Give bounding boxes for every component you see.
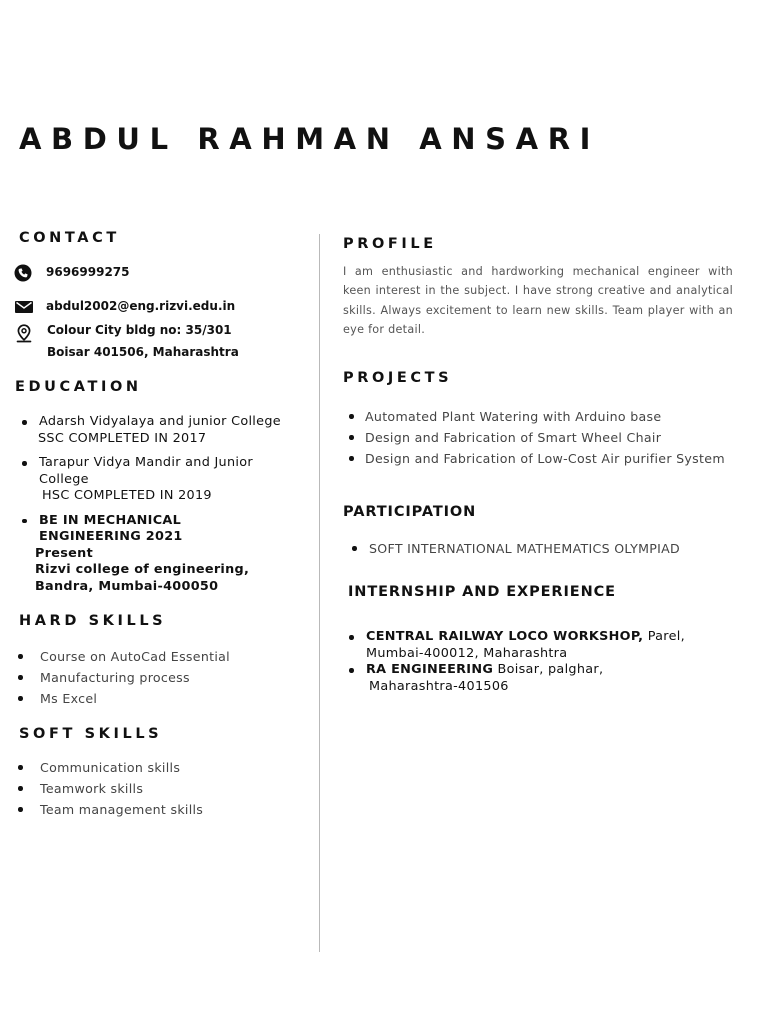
list-item bbox=[18, 778, 203, 799]
company-location: Boisar, palghar, bbox=[497, 662, 604, 677]
education-status: Present bbox=[35, 545, 93, 561]
list-item bbox=[349, 662, 709, 695]
internship-list bbox=[349, 629, 709, 695]
education-status: SSC COMPLETED IN 2017 bbox=[38, 430, 207, 446]
list-item bbox=[349, 448, 725, 469]
college-name: Rizvi college of engineering, Bandra, Mumbai-400050 bbox=[35, 562, 250, 594]
list-item bbox=[352, 538, 680, 559]
bullet bbox=[18, 807, 23, 812]
contact-heading: CONTACT bbox=[19, 230, 120, 246]
bullet bbox=[18, 696, 23, 701]
profile-heading: PROFILE bbox=[343, 236, 437, 252]
school-name: Tarapur Vidya Mandir and Junior College bbox=[39, 455, 253, 487]
company-location-2: Maharashtra-401506 bbox=[369, 678, 509, 694]
list-item bbox=[18, 799, 203, 820]
phone-icon bbox=[14, 264, 32, 282]
bullet bbox=[18, 654, 23, 659]
participation-text: SOFT INTERNATIONAL MATHEMATICS OLYMPIAD bbox=[369, 541, 681, 556]
location-pin-icon bbox=[15, 324, 33, 344]
education-item bbox=[22, 513, 310, 596]
address-line-1: Colour City bldg no: 35/301 bbox=[47, 323, 232, 337]
skill-text: Ms Excel bbox=[40, 691, 98, 706]
bullet bbox=[349, 414, 354, 419]
projects-list bbox=[349, 406, 725, 469]
list-item bbox=[349, 406, 725, 427]
list-item bbox=[18, 757, 203, 778]
list-item bbox=[349, 427, 725, 448]
soft-skills-heading: SOFT SKILLS bbox=[19, 726, 163, 742]
bullet bbox=[18, 786, 23, 791]
education-item bbox=[22, 414, 310, 447]
education-status: HSC COMPLETED IN 2019 bbox=[42, 488, 212, 503]
candidate-name: ABDUL RAHMAN ANSARI bbox=[19, 122, 601, 156]
list-item bbox=[18, 667, 230, 688]
internship-heading: INTERNSHIP AND EXPERIENCE bbox=[348, 584, 616, 600]
bullet bbox=[22, 461, 27, 466]
education-item bbox=[22, 455, 310, 505]
bullet bbox=[22, 519, 27, 524]
bullet bbox=[18, 675, 23, 680]
skill-text: Manufacturing process bbox=[40, 670, 190, 685]
envelope-icon bbox=[15, 301, 33, 313]
participation-heading: PARTICIPATION bbox=[343, 504, 477, 520]
bullet bbox=[349, 668, 354, 673]
skill-text: Teamwork skills bbox=[40, 781, 144, 796]
bullet bbox=[349, 456, 354, 461]
bullet bbox=[352, 546, 357, 551]
list-item bbox=[349, 629, 709, 662]
soft-skills-list bbox=[18, 757, 203, 820]
company-name: CENTRAL RAILWAY LOCO WORKSHOP, bbox=[366, 629, 644, 644]
project-text: Design and Fabrication of Smart Wheel Chair bbox=[365, 430, 662, 445]
email-address: abdul2002@eng.rizvi.edu.in bbox=[46, 299, 236, 313]
bullet bbox=[18, 765, 23, 770]
school-name: Adarsh Vidyalaya and junior College bbox=[39, 414, 281, 429]
internship-line bbox=[366, 629, 709, 646]
degree-name: BE IN MECHANICAL ENGINEERING 2021 bbox=[39, 512, 183, 544]
project-text: Automated Plant Watering with Arduino base bbox=[365, 409, 662, 424]
hard-skills-list bbox=[18, 646, 230, 709]
skill-text: Communication skills bbox=[40, 760, 181, 775]
company-location-2: Mumbai-400012, Maharashtra bbox=[366, 645, 568, 661]
bullet bbox=[22, 420, 27, 425]
internship-line bbox=[366, 662, 709, 679]
project-text: Design and Fabrication of Low-Cost Air purifier System bbox=[365, 451, 725, 466]
company-name: RA ENGINEERING bbox=[366, 662, 494, 677]
education-list bbox=[22, 414, 310, 603]
company-location: Parel, bbox=[647, 629, 685, 644]
education-heading: EDUCATION bbox=[15, 379, 142, 395]
skill-text: Team management skills bbox=[40, 802, 204, 817]
column-divider bbox=[319, 234, 320, 952]
projects-heading: PROJECTS bbox=[343, 370, 453, 386]
bullet bbox=[349, 635, 354, 640]
address-line-2: Boisar 401506, Maharashtra bbox=[47, 345, 239, 359]
list-item bbox=[18, 688, 230, 709]
phone-number: 9696999275 bbox=[46, 265, 130, 279]
participation-list bbox=[352, 538, 680, 559]
skill-text: Course on AutoCad Essential bbox=[40, 649, 230, 664]
hard-skills-heading: HARD SKILLS bbox=[19, 613, 167, 629]
list-item bbox=[18, 646, 230, 667]
profile-summary: I am enthusiastic and hardworking mechanical engineer with keen interest in the subject. I have strong creative and analytical skills. Always excitement to learn new skills. Team player with an eye for detail. bbox=[343, 265, 733, 337]
bullet bbox=[349, 435, 354, 440]
